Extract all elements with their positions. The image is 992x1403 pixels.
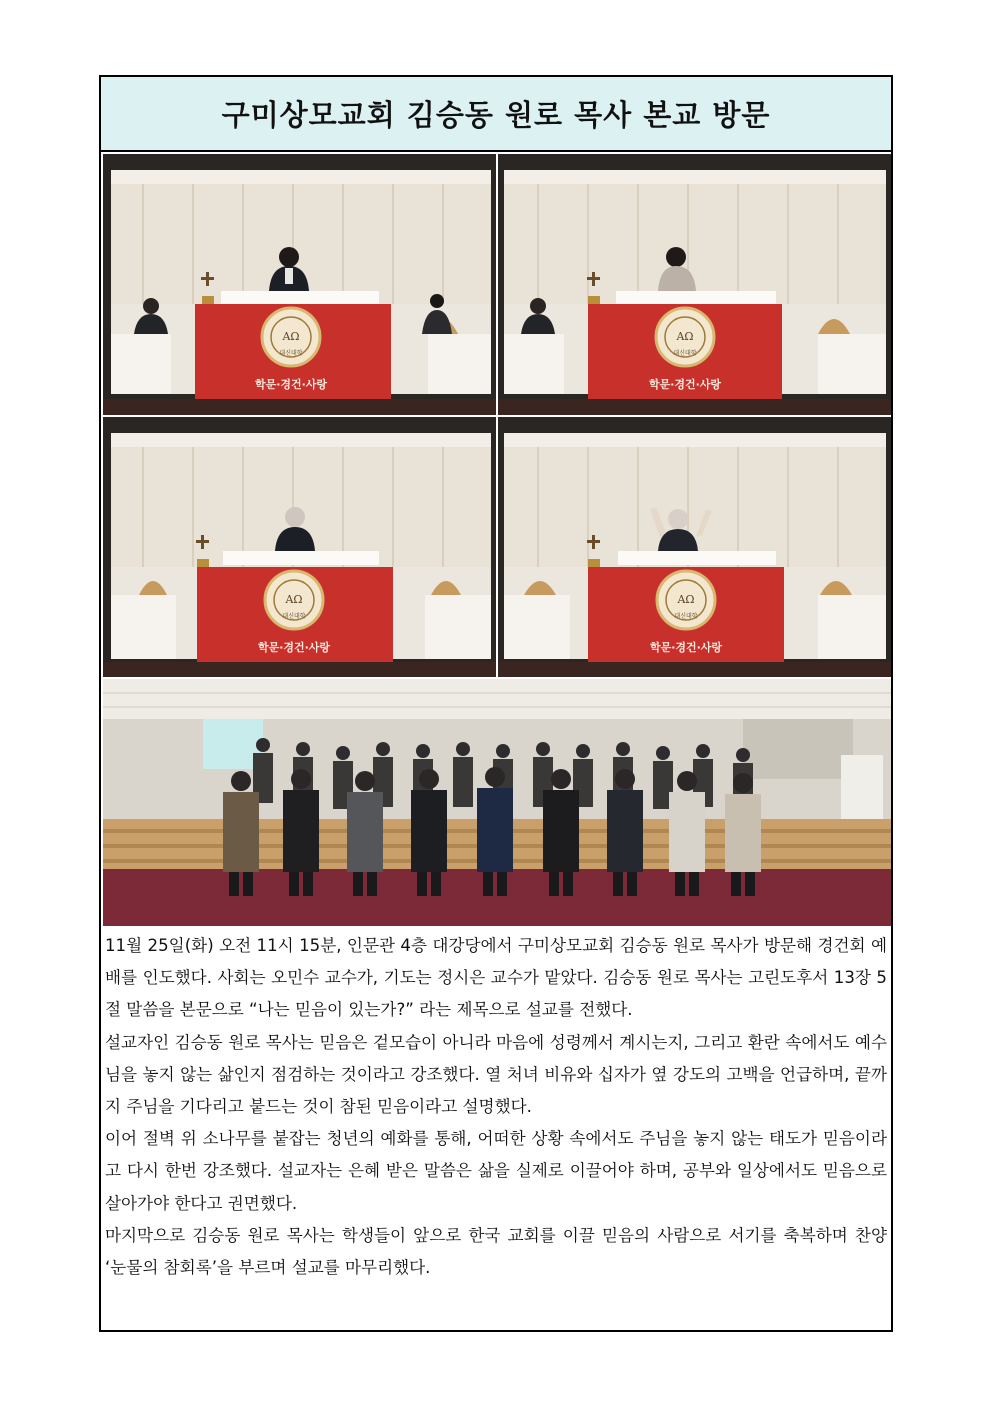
photo-prayer xyxy=(498,154,891,415)
title-banner xyxy=(101,77,891,152)
document-frame xyxy=(99,75,893,1332)
banner-emblem-name: 대신대학 xyxy=(282,613,306,620)
banner-emblem-center: ΑΩ xyxy=(282,330,300,343)
photo-preacher xyxy=(103,417,496,677)
photo-group xyxy=(103,679,891,926)
banner-emblem-name: 대신대학 xyxy=(279,350,303,357)
photo-worship-leader xyxy=(103,154,496,415)
banner-emblem-center: ΑΩ xyxy=(285,593,303,606)
banner-slogan: 학문·경건·사랑 xyxy=(254,378,328,391)
article-paragraph: 11월 25일(화) 오전 11시 15분, 인문관 4층 대강당에서 구미상모교회 김승동 원로 목사가 방문해 경건회 예배를 인도했다. 사회는 오민수 교수가, 기도는 정시은 교수가 맡았다. 김승동 원로 목사는 고린도후서 13장 5절 말씀을 본문으로 “나는 믿음이 있는가?” 라는 제목으로 설교를 전했다. xyxy=(105,936,887,1020)
banner-emblem-center: ΑΩ xyxy=(677,593,695,606)
page-title: 구미상모교회 김승동 원로 목사 본교 방문 xyxy=(221,98,771,132)
article-paragraph: 설교자인 김승동 원로 목사는 믿음은 겉모습이 아니라 마음에 성령께서 계시는지, 그리고 환란 속에서도 예수님을 놓지 않는 삶인지 점검하는 것이라고 강조했다. 열 처녀 비유와 십자가 옆 강도의 고백을 언급하며, 끝까지 주님을 기다리고 붙드는 것이 참된 믿음이라고 설명했다. xyxy=(105,1032,887,1117)
photo-benediction xyxy=(498,417,891,677)
banner-slogan: 학문·경건·사랑 xyxy=(649,641,723,654)
banner-emblem-name: 대신대학 xyxy=(673,350,697,357)
banner-emblem-center: ΑΩ xyxy=(676,330,694,343)
banner-emblem-name: 대신대학 xyxy=(674,613,698,620)
banner-slogan: 학문·경건·사랑 xyxy=(648,378,722,391)
article-body xyxy=(105,930,887,1284)
banner-slogan: 학문·경건·사랑 xyxy=(257,641,331,654)
article-paragraph: 이어 절벽 위 소나무를 붙잡는 청년의 예화를 통해, 어떠한 상황 속에서도 주님을 놓지 않는 태도가 믿음이라고 다시 한번 강조했다. 설교자는 은혜 받은 말씀은 삶을 실제로 이끌어야 하며, 공부와 일상에서도 믿음으로 살아가야 한다고 권면했다. xyxy=(105,1129,887,1213)
article-paragraph: 마지막으로 김승동 원로 목사는 학생들이 앞으로 한국 교회를 이끌 믿음의 사람으로 서기를 축복하며 찬양 ‘눈물의 참회록’을 부르며 설교를 마무리했다. xyxy=(105,1225,887,1278)
